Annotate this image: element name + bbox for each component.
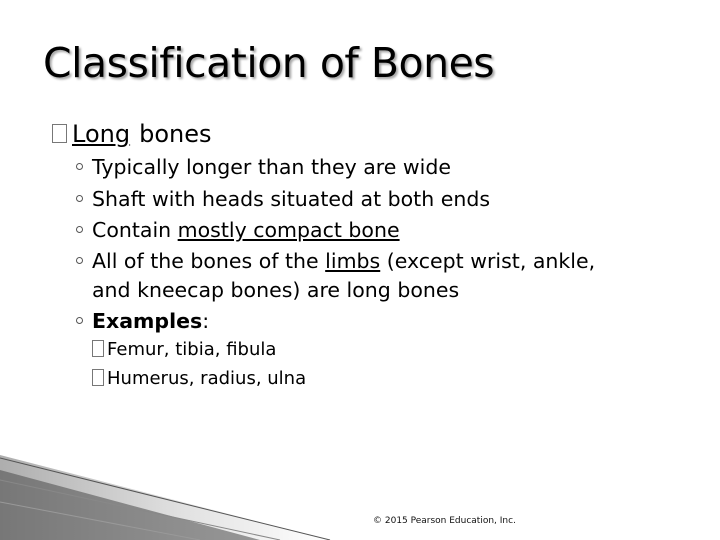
ring-bullet-icon (76, 226, 83, 233)
bullet-text-part: Contain (92, 218, 178, 242)
underlined-term: mostly compact bone (177, 218, 400, 242)
heading-word-bones: bones (139, 120, 212, 148)
ring-bullet-icon (76, 257, 83, 264)
heading-word-long: Long (72, 120, 131, 148)
bold-term: Examples (92, 309, 203, 333)
bullet-text: and kneecap bones) are long bones (92, 278, 460, 302)
bullet-text (92, 246, 595, 276)
corner-decoration (0, 440, 720, 540)
missing-glyph-icon (92, 340, 104, 357)
bullet-text-part: : (202, 309, 210, 333)
bullet-text (92, 306, 209, 336)
example-item (92, 365, 306, 393)
copyright-footer: © 2015 Pearson Education, Inc. (373, 516, 516, 526)
bullet-text-part: All of the bones of the (92, 249, 326, 273)
decoration-wedge (0, 470, 260, 540)
bullet-text (92, 215, 400, 245)
underlined-term: limbs (325, 249, 381, 273)
bullet-text-part: (except wrist, ankle, (380, 249, 596, 273)
ring-bullet-icon (76, 195, 83, 202)
example-item (92, 336, 276, 364)
ring-bullet-icon (76, 163, 83, 170)
bullet-text: Shaft with heads situated at both ends (92, 187, 491, 211)
example-text: Femur, tibia, fibula (107, 339, 277, 360)
square-bullet-icon (52, 124, 67, 143)
heading-long-bones (52, 119, 211, 149)
example-text: Humerus, radius, ulna (107, 368, 307, 389)
missing-glyph-icon (92, 369, 104, 386)
bullet-text: Typically longer than they are wide (92, 155, 451, 179)
ring-bullet-icon (76, 317, 83, 324)
slide-title: Classification of Bones (43, 39, 495, 87)
